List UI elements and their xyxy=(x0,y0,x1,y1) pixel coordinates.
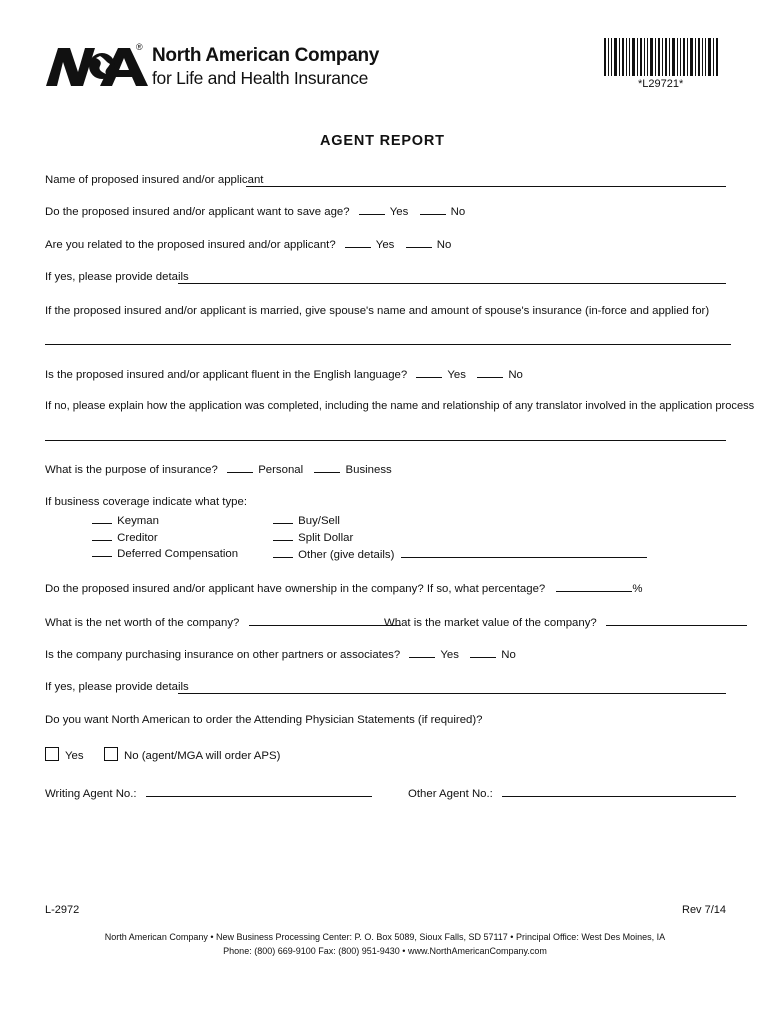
ownership-percentage-input[interactable] xyxy=(556,580,632,592)
business-type-question xyxy=(45,496,247,508)
business-type-label: If business coverage indicate what type: xyxy=(45,496,247,508)
registered-mark: ® xyxy=(136,42,143,52)
partners-yes-blank[interactable] xyxy=(409,647,435,658)
partners-details-question xyxy=(45,681,189,693)
aps-no-checkbox[interactable] xyxy=(104,747,118,761)
option-label: Other (give details) xyxy=(298,549,395,561)
name-input-line[interactable] xyxy=(246,186,726,187)
related-question xyxy=(45,237,451,251)
option-label: Deferred Compensation xyxy=(117,548,239,560)
option-label: Creditor xyxy=(117,532,158,544)
purpose-business-blank[interactable] xyxy=(314,462,340,473)
related-no-label: No xyxy=(436,239,452,251)
related-details-input-line[interactable] xyxy=(178,283,726,284)
worth-question xyxy=(45,614,401,629)
purpose-personal-blank[interactable] xyxy=(227,462,253,473)
barcode-number: *L29721* xyxy=(638,78,684,90)
writing-agent-input[interactable] xyxy=(146,785,372,797)
market-value-input[interactable] xyxy=(606,614,747,626)
save-age-yes-label: Yes xyxy=(389,206,409,218)
market-value-label: What is the market value of the company? xyxy=(384,617,597,629)
option-blank[interactable] xyxy=(92,546,112,557)
business-type-option xyxy=(90,530,158,544)
purpose-question xyxy=(45,462,392,476)
footer-address: North American Company • New Business Processing Center: P. O. Box 5089, Sioux Falls, SD 57117 • Principal Office: West Des Moines, IA xyxy=(104,932,666,942)
option-label: Buy/Sell xyxy=(298,515,340,527)
ownership-label: Do the proposed insured and/or applicant have ownership in the company? If so, what percentage? xyxy=(45,583,546,595)
save-age-no-blank[interactable] xyxy=(420,204,446,215)
percent-sign: % xyxy=(632,583,643,595)
business-type-option xyxy=(271,530,353,544)
business-type-option xyxy=(271,546,647,561)
partners-yes-label: Yes xyxy=(440,649,459,661)
company-subtitle: for Life and Health Insurance xyxy=(152,68,369,88)
aps-yes-option[interactable] xyxy=(45,747,84,762)
partners-no-label: No xyxy=(501,649,516,661)
option-blank[interactable] xyxy=(92,530,112,541)
name-label: Name of proposed insured and/or applicant xyxy=(45,174,264,186)
aps-question xyxy=(45,714,483,726)
name-question xyxy=(45,174,263,186)
other-details-input-line[interactable] xyxy=(401,546,647,558)
partners-details-input-line[interactable] xyxy=(178,693,726,694)
partners-no-blank[interactable] xyxy=(470,647,496,658)
option-blank[interactable] xyxy=(273,513,293,524)
not-fluent-label: If no, please explain how the application was completed, including the name and relationship of any translator involved in the application process xyxy=(45,400,755,412)
company-name: North American Company xyxy=(152,45,380,66)
purpose-business-label: Business xyxy=(345,464,392,476)
fluent-yes-blank[interactable] xyxy=(416,367,442,378)
fluent-no-label: No xyxy=(508,369,523,381)
revision-date: Rev 7/14 xyxy=(682,904,727,916)
form-number: L-2972 xyxy=(45,904,80,916)
related-yes-blank[interactable] xyxy=(345,237,371,248)
aps-no-option[interactable] xyxy=(104,747,280,762)
married-input-line[interactable] xyxy=(45,344,731,345)
aps-yes-label: Yes xyxy=(65,750,84,762)
other-agent-field xyxy=(408,785,736,800)
married-question xyxy=(45,305,709,317)
related-yes-label: Yes xyxy=(375,239,395,251)
related-details-question xyxy=(45,271,189,283)
option-label: Split Dollar xyxy=(298,532,354,544)
aps-yes-checkbox[interactable] xyxy=(45,747,59,761)
other-agent-input[interactable] xyxy=(502,785,736,797)
aps-label: Do you want North American to order the Attending Physician Statements (if required)? xyxy=(45,714,483,726)
aps-no-label: No (agent/MGA will order APS) xyxy=(124,750,281,762)
save-age-no-label: No xyxy=(450,206,466,218)
partners-details-label: If yes, please provide details xyxy=(45,681,189,693)
option-label: Keyman xyxy=(117,515,159,527)
partners-question xyxy=(45,647,516,661)
other-agent-label: Other Agent No.: xyxy=(408,788,493,800)
business-type-option xyxy=(90,513,159,527)
save-age-yes-blank[interactable] xyxy=(359,204,385,215)
fluent-no-blank[interactable] xyxy=(477,367,503,378)
related-no-blank[interactable] xyxy=(406,237,432,248)
writing-agent-label: Writing Agent No.: xyxy=(45,788,137,800)
partners-label: Is the company purchasing insurance on other partners or associates? xyxy=(45,649,401,661)
writing-agent-field xyxy=(45,785,372,800)
save-age-label: Do the proposed insured and/or applicant want to save age? xyxy=(45,206,350,218)
related-details-label: If yes, please provide details xyxy=(45,271,189,283)
option-blank[interactable] xyxy=(273,547,293,558)
form-title: AGENT REPORT xyxy=(320,133,445,149)
not-fluent-question xyxy=(45,400,754,412)
barcode xyxy=(604,38,720,76)
fluent-yes-label: Yes xyxy=(447,369,466,381)
net-worth-input[interactable] xyxy=(249,614,401,626)
purpose-label: What is the purpose of insurance? xyxy=(45,464,218,476)
net-worth-label: What is the net worth of the company? xyxy=(45,617,240,629)
business-type-option xyxy=(90,546,238,560)
ownership-question xyxy=(45,580,643,595)
option-blank[interactable] xyxy=(92,513,112,524)
barcode-icon xyxy=(604,38,720,76)
married-label: If the proposed insured and/or applicant is married, give spouse's name and amount of spouse's insurance (in-force and applied for) xyxy=(45,305,710,317)
related-label: Are you related to the proposed insured and/or applicant? xyxy=(45,239,336,251)
fluent-label: Is the proposed insured and/or applicant fluent in the English language? xyxy=(45,369,408,381)
business-type-option xyxy=(271,513,340,527)
footer-contact: Phone: (800) 669-9100 Fax: (800) 951-9430 • www.NorthAmericanCompany.com xyxy=(223,946,547,956)
market-value-question xyxy=(384,614,747,629)
save-age-question xyxy=(45,204,465,218)
fluent-question xyxy=(45,367,523,381)
option-blank[interactable] xyxy=(273,530,293,541)
purpose-personal-label: Personal xyxy=(258,464,304,476)
not-fluent-input-line[interactable] xyxy=(45,440,726,441)
